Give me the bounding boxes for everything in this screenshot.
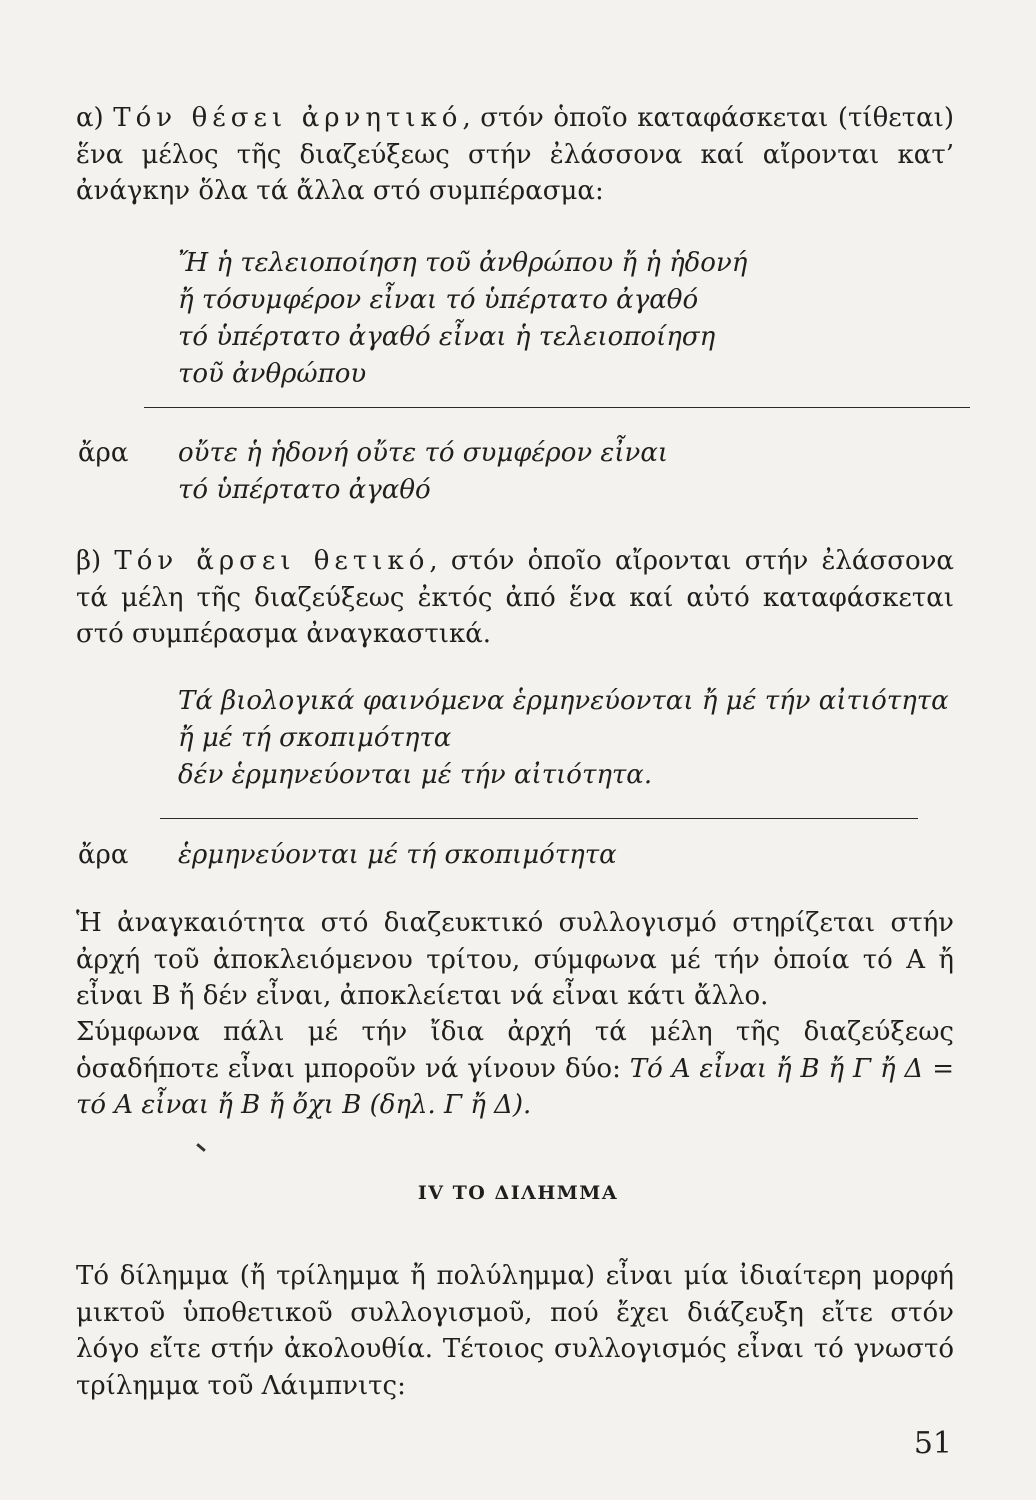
syllogism1-premise-3: τό ὑπέρτατο ἀγαθό εἶναι ἡ τελειοποίηση (178, 322, 716, 352)
syllogism1-conclusion-1: οὔτε ἡ ἡδονή οὔτε τό συμφέρον εἶναι (178, 438, 669, 468)
syllogism2-ara: ἄρα (78, 840, 129, 870)
syllogism1-premise-2: ἤ τόσυμφέρον εἶναι τό ὑπέρτατο ἀγαθό (178, 285, 699, 315)
syllogism2-conclusion: ἑρμηνεύονται μέ τή σκοπιμότητα (178, 840, 617, 870)
syllogism1-divider (144, 407, 970, 408)
syllogism1-premise-4: τοῦ ἀνθρώπου (178, 359, 367, 389)
term-positive: Τόν ἄρσει θετικό (114, 546, 430, 576)
syllogism1-premise-1: Ἤ ἡ τελειοποίηση τοῦ ἀνθρώπου ἤ ἡ ἡδονή (178, 248, 748, 278)
item-marker-a: α) (76, 103, 114, 133)
paragraph-members (76, 1014, 954, 1124)
item-marker-b: β) (76, 546, 115, 576)
paragraph-a (76, 100, 954, 210)
syllogism2-premise-1: Τά βιολογικά φαινόμενα ἑρμηνεύονται ἤ μέ τήν αἰτιότητα (178, 686, 949, 716)
paragraph-dilemma: Τό δίλημμα (ἤ τρίλημμα ἤ πολύλημμα) εἶναι μία ἰδιαίτερη μορφή μικτοῦ ὑποθετικοῦ συλλογισμοῦ, πού ἔχει διάζευξη εἴτε στόν λόγο εἴτε στήν ἀκολουθία. Τέτοιος συλλογισμός εἶναι τό γνωστό τρίλημμα τοῦ Λάιμπνιτς: (76, 1261, 954, 1401)
syllogism2-premise-3: δέν ἑρμηνεύονται μέ τήν αἰτιότητα. (178, 760, 653, 790)
paragraph-members-text: Σύμφωνα πάλι μέ τήν ἴδια ἀρχή τά μέλη τῆς διαζεύξεως ὁσαδήποτε εἶναι μποροῦν νά γίνουν δύο: (76, 1017, 954, 1084)
paragraph-necessity: Ἡ ἀναγκαιότητα στό διαζευκτικό συλλογισμό στηρίζεται στήν ἀρχή τοῦ ἀποκλειόμενου τρίτου, σύμφωνα μέ τήν ὁποία τό Α ἤ εἶναι Β ἤ δέν εἶναι, ἀποκλείεται νά εἶναι κάτι ἄλλο. (76, 908, 954, 1011)
paragraph-b (76, 543, 954, 653)
term-negative: Τόν θέσει ἀρνητικό (113, 103, 463, 133)
paragraph-b-text: , στόν ὁποῖο αἴρονται στήν ἐλάσσονα τά μέλη τῆς διαζεύξεως ἐκτός ἀπό ἕνα καί αὐτό καταφάσκεται στό συμπέρασμα ἀναγκαστικά. (76, 546, 954, 649)
paragraph-a-text: , στόν ὁποῖο καταφάσκεται (τίθεται) ἕνα μέλος τῆς διαζεύξεως στήν ἐλάσσονα καί αἴρονται κατ’ ἀνάγκην ὅλα τά ἄλλα στό συμπέρασμα: (76, 103, 955, 206)
syllogism2-premise-2: ἤ μέ τή σκοπιμότητα (178, 723, 452, 753)
page-number: 51 (913, 1426, 952, 1461)
formula: Τό Α εἶναι ἤ Β ἤ Γ ἤ Δ = τό Α εἶναι ἤ Β ἤ ὄχι Β (δηλ. Γ ἤ Δ). (76, 1053, 955, 1120)
syllogism2-divider (160, 818, 918, 819)
syllogism1-ara: ἄρα (78, 438, 129, 468)
section-heading: IV ΤΟ ΔΙΛΗΜΜΑ (417, 1182, 619, 1204)
ink-mark (196, 1143, 206, 1152)
syllogism1-conclusion-2: τό ὑπέρτατο ἀγαθό (178, 475, 431, 505)
